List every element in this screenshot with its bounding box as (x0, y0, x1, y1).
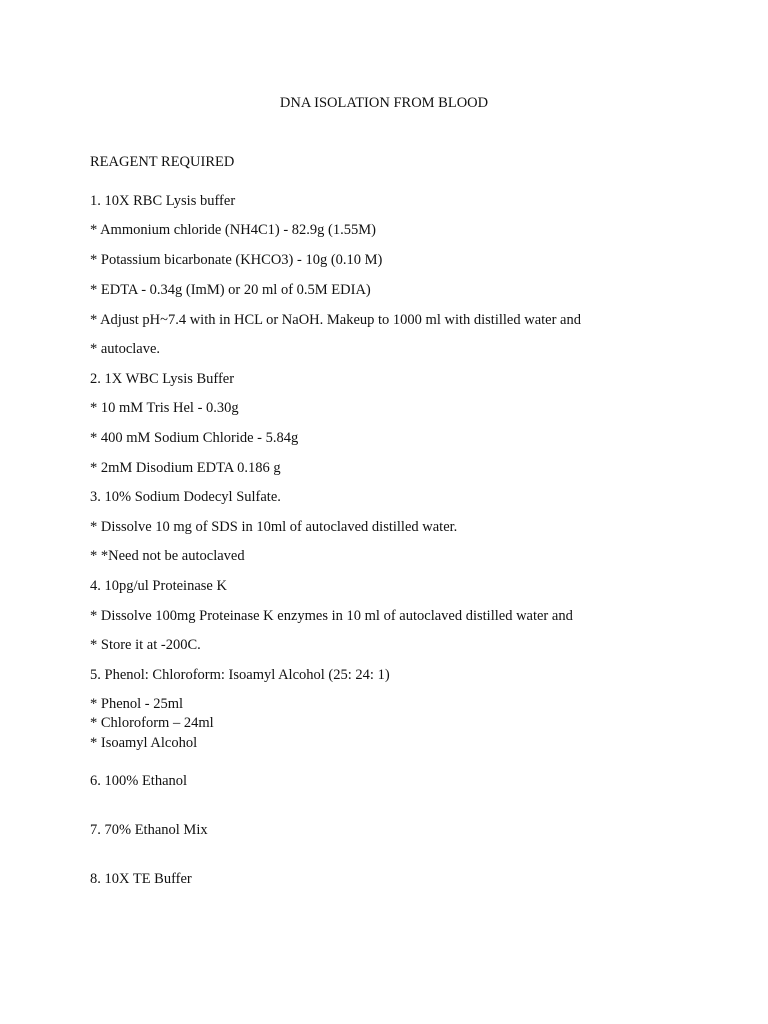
reagent-heading-wbc-lysis: 2. 1X WBC Lysis Buffer (90, 371, 235, 387)
list-item: * 2mM Disodium EDTA 0.186 g (90, 460, 281, 476)
reagent-heading-proteinase-k: 4. 10pg/ul Proteinase K (90, 578, 227, 594)
list-item: * Ammonium chloride (NH4C1) - 82.9g (1.55M) (90, 222, 376, 238)
reagent-heading-phenol-chloroform: 5. Phenol: Chloroform: Isoamyl Alcohol (25: 24: 1) (90, 667, 390, 683)
list-item: * *Need not be autoclaved (90, 548, 245, 564)
reagent-heading-ethanol: 6. 100% Ethanol (90, 773, 188, 789)
list-item: * Dissolve 100mg Proteinase K enzymes in 10 ml of autoclaved distilled water and (90, 608, 573, 624)
list-item: * 400 mM Sodium Chloride - 5.84g (90, 430, 299, 446)
reagent-heading-sds: 3. 10% Sodium Dodecyl Sulfate. (90, 489, 281, 505)
list-item: * Potassium bicarbonate (KHCO3) - 10g (0.10 M) (90, 252, 383, 268)
list-item: * Isoamyl Alcohol (90, 735, 198, 751)
document-title: DNA ISOLATION FROM BLOOD (279, 95, 489, 111)
section-heading: REAGENT REQUIRED (90, 154, 235, 170)
list-item: * Phenol - 25ml (90, 696, 184, 712)
list-item: * Dissolve 10 mg of SDS in 10ml of autoclaved distilled water. (90, 519, 458, 535)
reagent-heading-te-buffer: 8. 10X TE Buffer (90, 871, 192, 887)
list-item: * Adjust pH~7.4 with in HCL or NaOH. Makeup to 1000 ml with distilled water and (90, 312, 581, 328)
reagent-heading-ethanol-mix: 7. 70% Ethanol Mix (90, 822, 208, 838)
list-item: * autoclave. (90, 341, 161, 357)
list-item: * Chloroform – 24ml (90, 715, 214, 731)
reagent-heading-rbc-lysis: 1. 10X RBC Lysis buffer (90, 193, 236, 209)
list-item: * 10 mM Tris Hel - 0.30g (90, 400, 239, 416)
list-item: * Store it at -200C. (90, 637, 201, 653)
list-item: * EDTA - 0.34g (ImM) or 20 ml of 0.5M EDIA) (90, 282, 371, 298)
